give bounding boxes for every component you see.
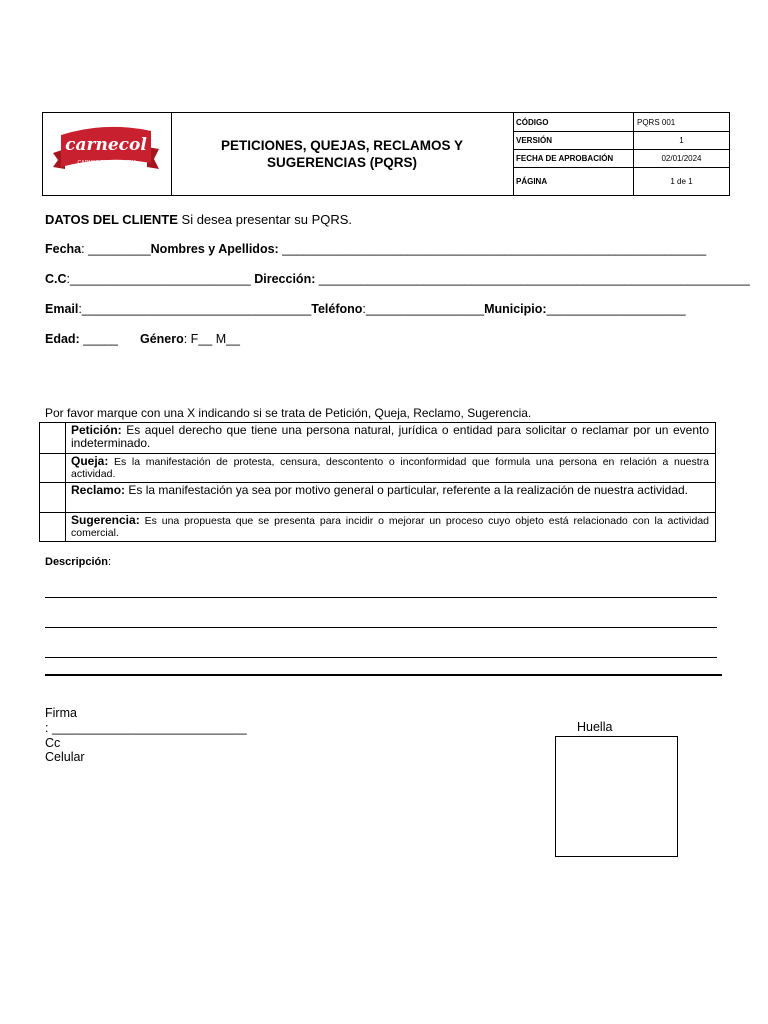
telefono-label: Teléfono xyxy=(311,302,363,316)
queja-checkbox[interactable] xyxy=(40,454,66,482)
option-label: Petición: xyxy=(71,423,122,437)
cliente-heading-line xyxy=(45,212,352,227)
option-label: Reclamo: xyxy=(71,483,126,497)
option-text xyxy=(71,514,709,539)
direccion-field[interactable]: ______________________________________________________________ xyxy=(315,272,750,286)
descripcion-label: Descripción xyxy=(45,556,108,568)
option-row-queja xyxy=(40,454,715,483)
row-cc-direccion xyxy=(45,272,750,286)
fecha-label: Fecha xyxy=(45,242,82,256)
row-fecha-nombres xyxy=(45,242,706,256)
meta-value: PQRS 001 xyxy=(637,118,676,127)
title-line-1: PETICIONES, QUEJAS, RECLAMOS Y xyxy=(220,138,464,153)
option-row-peticion xyxy=(40,423,715,454)
cc-field[interactable]: :__________________________ xyxy=(66,272,255,286)
meta-key: PÁGINA xyxy=(516,177,548,186)
telefono-field[interactable]: :_________________ xyxy=(362,302,485,316)
logo-brand-text: carnecol xyxy=(65,135,147,155)
option-description: Es la manifestación de protesta, censura, descontento o inconformidad que formula una persona en relación a nuestra actividad. xyxy=(71,456,709,480)
nombres-field[interactable]: _____________________________________________________________ xyxy=(278,242,707,256)
email-field[interactable]: :_________________________________ xyxy=(78,302,312,316)
firma-celular-label: Celular xyxy=(45,750,85,764)
direccion-label: Dirección: xyxy=(254,272,316,286)
descripcion-colon: : xyxy=(107,556,112,568)
huella-box[interactable] xyxy=(555,736,678,857)
pqrs-type-table xyxy=(39,422,716,542)
edad-label: Edad: xyxy=(45,332,80,346)
meta-key: CÓDIGO xyxy=(516,118,549,127)
edad-field[interactable]: _____ xyxy=(79,332,118,346)
firma-label: Firma xyxy=(45,706,77,720)
descripcion-heading xyxy=(45,556,111,568)
municipio-label: Municipio: xyxy=(484,302,547,316)
row-edad-genero xyxy=(45,332,240,346)
meta-row-codigo xyxy=(514,113,729,132)
option-text xyxy=(71,455,709,480)
logo-cell xyxy=(43,113,172,195)
cc-label: C.C xyxy=(45,272,67,286)
meta-value: 1 de 1 xyxy=(670,177,693,186)
meta-key: VERSIÓN xyxy=(516,136,553,145)
reclamo-checkbox[interactable] xyxy=(40,483,66,512)
genero-options[interactable]: : F__ M__ xyxy=(183,332,241,346)
document-meta xyxy=(514,113,729,195)
firma-cc-label: Cc xyxy=(45,736,61,750)
nombres-label: Nombres y Apellidos: xyxy=(150,242,279,256)
descripcion-line-2[interactable] xyxy=(45,627,717,628)
option-row-reclamo xyxy=(40,483,715,513)
meta-value: 1 xyxy=(679,136,684,145)
meta-key: FECHA DE APROBACIÓN xyxy=(516,154,614,163)
fecha-field[interactable]: : _________ xyxy=(81,242,151,256)
cliente-heading: DATOS DEL CLIENTE xyxy=(45,212,178,227)
meta-row-pagina xyxy=(514,168,729,195)
descripcion-line-1[interactable] xyxy=(45,597,717,598)
option-label: Queja: xyxy=(71,454,109,468)
carnecol-logo xyxy=(43,113,171,195)
sugerencia-checkbox[interactable] xyxy=(40,513,66,541)
document-title xyxy=(171,113,514,195)
option-description: Es la manifestación ya sea por motivo general o particular, referente a la realización de nuestra actividad. xyxy=(125,483,689,497)
document-header-table xyxy=(42,112,730,196)
huella-label: Huella xyxy=(577,720,613,734)
option-row-sugerencia xyxy=(40,513,715,541)
descripcion-end-rule xyxy=(45,674,722,676)
option-text xyxy=(71,484,709,497)
logo-tagline-text: CARNES DE COLOMBIA xyxy=(77,160,137,166)
option-description: Es aquel derecho que tiene una persona natural, jurídica o entidad para solicitar o reclamar por un evento indeterminado. xyxy=(71,423,709,450)
option-label: Sugerencia: xyxy=(71,513,140,527)
meta-row-version xyxy=(514,132,729,150)
descripcion-line-3[interactable] xyxy=(45,657,717,658)
peticion-checkbox[interactable] xyxy=(40,423,66,453)
municipio-field[interactable]: ____________________ xyxy=(546,302,686,316)
genero-label: Género xyxy=(139,332,184,346)
firma-field[interactable]: : ____________________________ xyxy=(45,721,247,735)
row-email-telefono-municipio xyxy=(45,302,686,316)
cliente-subheading: Si desea presentar su PQRS. xyxy=(177,212,353,227)
meta-value: 02/01/2024 xyxy=(661,154,702,163)
option-description: Es una propuesta que se presenta para incidir o mejorar un proceso cuyo objeto está relacionado con la actividad comercial. xyxy=(71,515,709,539)
instruction-text: Por favor marque con una X indicando si se trata de Petición, Queja, Reclamo, Sugerencia. xyxy=(45,406,532,420)
option-text xyxy=(71,424,709,450)
email-label: Email xyxy=(45,302,79,316)
meta-row-fecha xyxy=(514,150,729,168)
title-line-2: SUGERENCIAS (PQRS) xyxy=(266,155,417,170)
